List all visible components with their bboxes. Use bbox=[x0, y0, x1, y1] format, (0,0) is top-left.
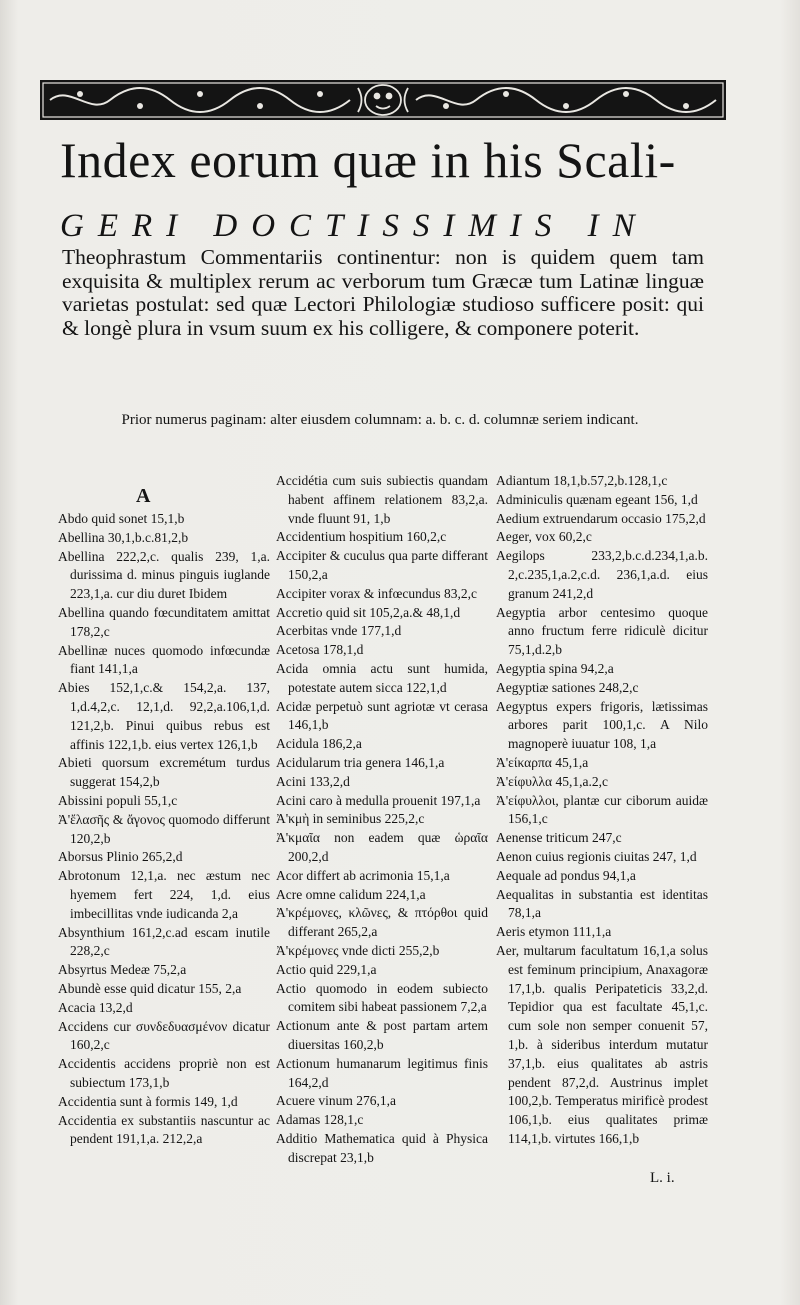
index-entry: Absyrtus Medeæ 75,2,a bbox=[58, 962, 187, 978]
index-entry: Aer, multarum facultatum 16,1,a solus est feminum principium, Anaxagoræ 17,1,b. qualis Peripateticis 33,2,d. Tepidior qua est facultate 45,1,c. cum sole non semper conuenit 57, 1,b. à sideribus interdum mutatur 37,1,b. eius qualitates ab astris pendent 87,2,d. Austrinus implet 100,2,b. Temperatus mirificè prodest 106,1,b. eius qualitates primæ 114,1,b. virtutes 166,1,b bbox=[496, 942, 708, 1146]
index-entry: Abies 152,1,c.& 154,2,a. 137, 1,d.4,2,c. 12,1,d. 92,2,a.106,1,d. 121,2,b. Pinui quibus rebus est affinis 122,1,b. eius vertex 126,1,b bbox=[58, 680, 270, 752]
index-entry: Aenense triticum 247,c bbox=[496, 830, 622, 846]
index-entry: Actionum ante & post partam artem diuersitas 160,2,b bbox=[276, 1018, 488, 1052]
index-entry: Adiantum 18,1,b.57,2,b.128,1,c bbox=[496, 473, 668, 488]
index-entry: Accipiter & cuculus qua parte differant 150,2,a bbox=[276, 548, 488, 582]
index-entry: Adamas 128,1,c bbox=[276, 1112, 364, 1128]
title-continuation: GERI DOCTISSIMIS IN bbox=[60, 208, 649, 244]
index-entry: Acuere vinum 276,1,a bbox=[276, 1093, 396, 1109]
index-entry: Aegyptiæ sationes 248,2,c bbox=[496, 679, 639, 695]
index-entry: Ἀ'κμὴ in seminibus 225,2,c bbox=[276, 811, 425, 827]
index-entry: Accidentis accidens propriè non est subiectum 173,1,b bbox=[58, 1056, 270, 1090]
index-column-3 bbox=[496, 472, 708, 1149]
index-entry: Accidentia sunt à formis 149, 1,d bbox=[58, 1093, 238, 1109]
index-entry: Accidentia ex substantiis nascuntur ac pendent 191,1,a. 212,2,a bbox=[58, 1112, 270, 1147]
index-entry: Acida omnia actu sunt humida, potestate autem sicca 122,1,d bbox=[276, 660, 488, 695]
index-entry: Abellina quando fœcunditatem amittat 178,2,c bbox=[58, 604, 270, 639]
index-entry: Acini 133,2,d bbox=[276, 773, 350, 789]
index-entry: Aegilops 233,2,b.c.d.234,1,a.b. 2,c.235,1,a.2,c.d. 236,1,a.d. eius granum 241,2,d bbox=[496, 548, 708, 601]
page-title: Index eorum quæ in his Scali- bbox=[60, 132, 676, 188]
index-entry: Ἀ'είφυλλα 45,1,a.2,c bbox=[496, 773, 608, 789]
index-entry: Accidentium hospitium 160,2,c bbox=[276, 529, 447, 545]
index-entry: Aborsus Plinio 265,2,d bbox=[58, 849, 183, 865]
index-entry: Aegyptus expers frigoris, lætissimas arbores parit 100,1,c. A Nilo magnoperè iuuatur 108, 1,a bbox=[496, 698, 708, 752]
index-entry: Ἀ'κμαῖα non eadem quæ ὡραῖα 200,2,d bbox=[276, 830, 488, 864]
index-entry: Acini caro à medulla prouenit 197,1,a bbox=[276, 792, 481, 808]
index-entry: Abrotonum 12,1,a. nec æstum nec hyemem fert 224, 1,d. eius imbecillitas vnde iudicanda 2,a bbox=[58, 868, 270, 921]
index-entry: Aegyptia spina 94,2,a bbox=[496, 660, 614, 676]
index-entry: Acidula 186,2,a bbox=[276, 736, 362, 752]
numbering-note: Prior numerus paginam: alter eiusdem columnam: a. b. c. d. columnæ seriem indicant. bbox=[121, 412, 639, 428]
index-entry: Ἀ'κρέμονες, κλῶνες, & πτόρθοι quid differant 265,2,a bbox=[276, 905, 488, 940]
index-entry: Abieti quorsum excremétum turdus suggerat 154,2,b bbox=[58, 755, 270, 790]
index-entry: Abundè esse quid dicatur 155, 2,a bbox=[58, 980, 242, 996]
index-entry: Acidularum tria genera 146,1,a bbox=[276, 754, 445, 770]
index-entry: Abellina 30,1,b.c.81,2,b bbox=[58, 529, 189, 545]
intro-paragraph: Theophrastum Commentariis continentur: non is quidem quem tam exquisita & multiplex rerum ac verborum tum Græcæ tum Latinæ linguæ varietas postulat: sed quæ Lectori Philologiæ studioso sufficere posit: qui & longè plura in vsum suum ex his colligere, & componere poterit. bbox=[62, 245, 704, 340]
index-entry: Acre omne calidum 224,1,a bbox=[276, 886, 426, 902]
index-entry: Ἀ'είφυλλοι, plantæ cur ciborum auidæ 156,1,c bbox=[496, 792, 708, 827]
index-column-1 bbox=[58, 484, 270, 1149]
index-entry: Aenon cuius regionis ciuitas 247, 1,d bbox=[496, 848, 697, 864]
index-entry: Accidens cur συνδεδυασμένον dicatur 160,2,c bbox=[58, 1018, 270, 1053]
index-entry: Abellinæ nuces quomodo infœcundæ fiant 141,1,a bbox=[58, 642, 270, 677]
signature-mark: L. i. bbox=[650, 1170, 675, 1186]
index-entry: Acetosa 178,1,d bbox=[276, 642, 364, 658]
index-entry: Accretio quid sit 105,2,a.& 48,1,d bbox=[276, 604, 461, 620]
index-entry: Aedium extruendarum occasio 175,2,d bbox=[496, 510, 706, 526]
index-entry: Adminiculis quænam egeant 156, 1,d bbox=[496, 491, 698, 507]
index-entry: Abellina 222,2,c. qualis 239, 1,a. durissima d. minus pinguis iuglande 223,1,a. cur diu duret Ibidem bbox=[58, 548, 270, 602]
index-entry: Aequale ad pondus 94,1,a bbox=[496, 867, 636, 883]
index-entry: Absynthium 161,2,c.ad escam inutile 228,2,c bbox=[58, 924, 270, 959]
index-entry: Aequalitas in substantia est identitas 78,1,a bbox=[496, 886, 708, 921]
index-entry: Actionum humanarum legitimus finis 164,2,d bbox=[276, 1055, 488, 1090]
index-entry: Abissini populi 55,1,c bbox=[58, 792, 178, 808]
index-entry: Abdo quid sonet 15,1,b bbox=[58, 511, 185, 526]
index-entry: Actio quid 229,1,a bbox=[276, 961, 377, 977]
index-entry: Ἀ'είκαρπα 45,1,a bbox=[496, 754, 589, 770]
index-entry: Accipiter vorax & infœcundus 83,2,c bbox=[276, 585, 477, 601]
index-columns bbox=[58, 472, 714, 1172]
index-entry: Accidétia cum suis subiectis quandam habent affinem relationem 83,2,a. vnde fluunt 91, 1,b bbox=[276, 473, 488, 526]
index-entry: Aegyptia arbor centesimo quoque anno fructum ferre ridiculè dicitur 75,1,d.2,b bbox=[496, 604, 708, 658]
index-entry: Additio Mathematica quid à Physica discrepat 23,1,b bbox=[276, 1130, 488, 1165]
index-entry: Actio quomodo in eodem subiecto comitem sibi habeat passionem 7,2,a bbox=[276, 980, 488, 1015]
index-column-2 bbox=[276, 472, 488, 1167]
section-letter: A bbox=[136, 485, 151, 507]
index-entry: Acor differt ab acrimonia 15,1,a bbox=[276, 867, 450, 883]
index-entry: Aeris etymon 111,1,a bbox=[496, 924, 612, 940]
index-entry: Acerbitas vnde 177,1,d bbox=[276, 623, 402, 639]
column-1-entries bbox=[58, 510, 270, 1149]
index-entry: Acidæ perpetuò sunt agriotæ vt cerasa 146,1,b bbox=[276, 698, 488, 733]
index-entry: Ἀ'κρέμονες vnde dicti 255,2,b bbox=[276, 942, 440, 958]
index-entry: Acacia 13,2,d bbox=[58, 999, 133, 1015]
index-entry: Aeger, vox 60,2,c bbox=[496, 529, 592, 545]
decorative-headpiece bbox=[40, 80, 726, 120]
index-entry: Ἀ'ἔλασῆς & ἄγονος quomodo differunt 120,2,b bbox=[58, 811, 270, 846]
